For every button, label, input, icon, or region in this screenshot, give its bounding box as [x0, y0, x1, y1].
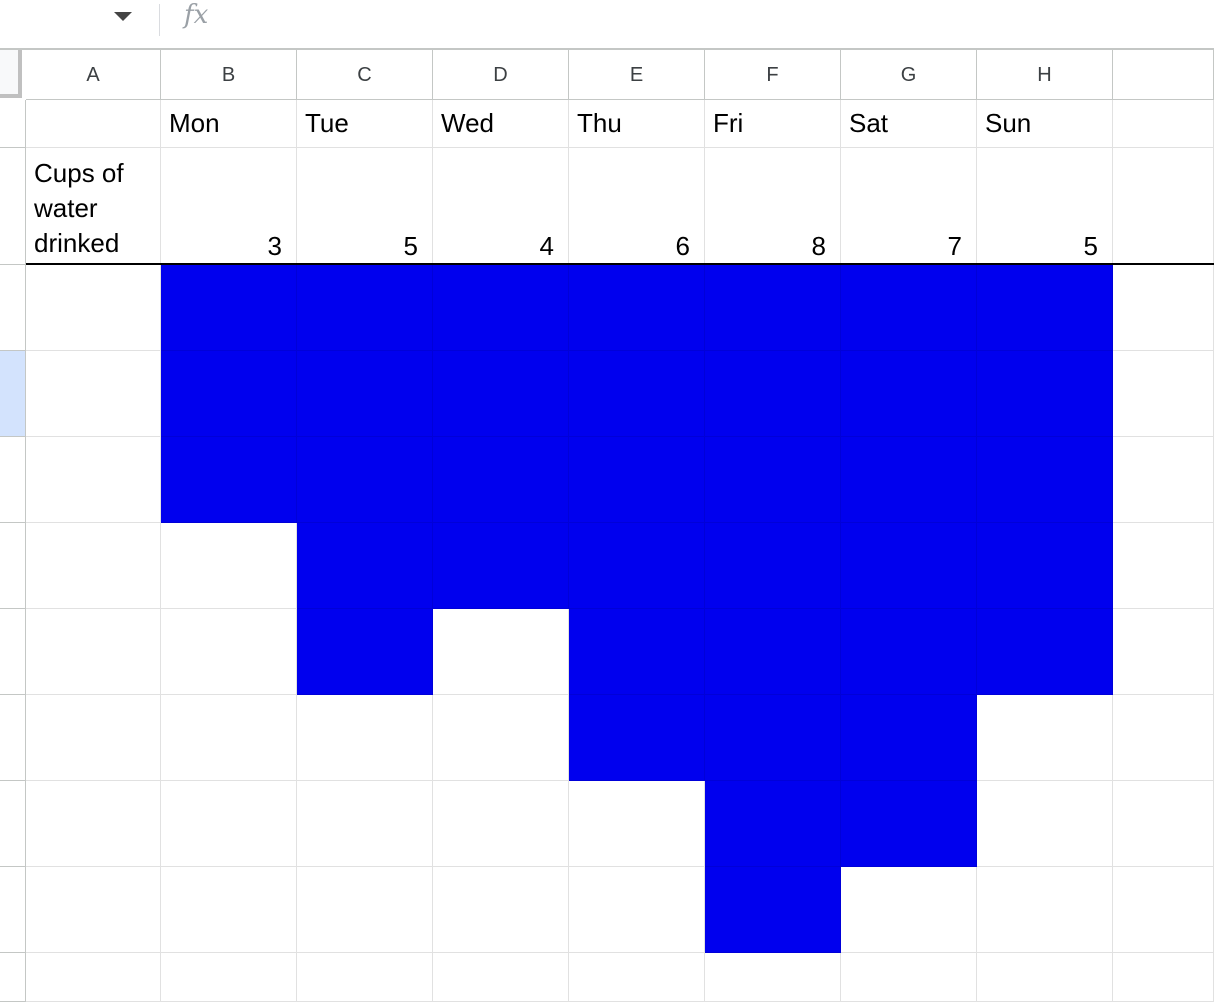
formula-input[interactable] — [230, 4, 1210, 38]
filled-cup-cell[interactable] — [569, 351, 705, 437]
day-header-cell[interactable]: Wed — [433, 100, 569, 148]
column-header-g[interactable]: G — [841, 50, 977, 100]
cups-value-cell[interactable] — [569, 148, 705, 265]
cups-value-cell[interactable] — [705, 148, 841, 265]
filled-cup-cell[interactable] — [977, 265, 1113, 351]
empty-cell[interactable] — [569, 867, 705, 953]
empty-cell[interactable] — [1113, 265, 1214, 351]
cups-value-cell[interactable] — [161, 148, 297, 265]
empty-cell[interactable] — [569, 781, 705, 867]
empty-cell[interactable] — [26, 867, 161, 953]
cups-value: 4 — [539, 231, 554, 261]
empty-cell[interactable] — [1113, 695, 1214, 781]
filled-cup-cell[interactable] — [569, 437, 705, 523]
row-header[interactable] — [0, 351, 26, 437]
filled-cup-cell[interactable] — [841, 437, 977, 523]
empty-cell[interactable] — [26, 265, 161, 351]
filled-cup-cell[interactable] — [841, 695, 977, 781]
empty-cell[interactable] — [161, 523, 297, 609]
filled-cup-cell[interactable] — [297, 437, 433, 523]
cups-value-cell[interactable] — [433, 148, 569, 265]
empty-cell[interactable] — [161, 695, 297, 781]
filled-cup-cell[interactable] — [433, 265, 569, 351]
row-header[interactable] — [0, 523, 26, 609]
filled-cup-cell[interactable] — [705, 523, 841, 609]
filled-cup-cell[interactable] — [433, 351, 569, 437]
empty-cell[interactable] — [1113, 437, 1214, 523]
cups-value: 8 — [811, 231, 826, 261]
filled-cup-cell[interactable] — [161, 351, 297, 437]
filled-cup-cell[interactable] — [569, 523, 705, 609]
empty-cell[interactable] — [161, 867, 297, 953]
filled-cup-cell[interactable] — [977, 437, 1113, 523]
filled-cup-cell[interactable] — [705, 265, 841, 351]
filled-cup-cell[interactable] — [841, 351, 977, 437]
filled-cup-cell[interactable] — [569, 609, 705, 695]
column-header-e[interactable]: E — [569, 50, 705, 100]
filled-cup-cell[interactable] — [297, 265, 433, 351]
filled-cup-cell[interactable] — [297, 351, 433, 437]
day-header-cell[interactable]: Mon — [161, 100, 297, 148]
row-header[interactable] — [0, 437, 26, 523]
empty-cell[interactable] — [1113, 148, 1214, 265]
filled-cup-cell[interactable] — [841, 781, 977, 867]
day-header-cell[interactable]: Tue — [297, 100, 433, 148]
filled-cup-cell[interactable] — [705, 695, 841, 781]
filled-cup-cell[interactable] — [433, 523, 569, 609]
empty-cell[interactable] — [1113, 781, 1214, 867]
row-header[interactable] — [0, 695, 26, 781]
day-header-cell[interactable]: Sun — [977, 100, 1113, 148]
filled-cup-cell[interactable] — [705, 437, 841, 523]
empty-cell[interactable] — [161, 781, 297, 867]
filled-cup-cell[interactable] — [977, 351, 1113, 437]
empty-cell[interactable] — [297, 781, 433, 867]
empty-cell[interactable] — [1113, 523, 1214, 609]
filled-cup-cell[interactable] — [569, 695, 705, 781]
empty-cell[interactable] — [297, 867, 433, 953]
filled-cup-cell[interactable] — [705, 609, 841, 695]
day-header-cell[interactable]: Thu — [569, 100, 705, 148]
column-header-c[interactable]: C — [297, 50, 433, 100]
cups-value: 5 — [403, 231, 418, 261]
empty-cell[interactable] — [26, 781, 161, 867]
empty-cell[interactable] — [1113, 351, 1214, 437]
row-header[interactable] — [0, 781, 26, 867]
empty-cell[interactable] — [297, 953, 433, 1002]
empty-cell[interactable] — [26, 523, 161, 609]
filled-cup-cell[interactable] — [161, 437, 297, 523]
cups-value: 5 — [1083, 231, 1098, 261]
filled-cup-cell[interactable] — [841, 609, 977, 695]
name-box-dropdown-icon[interactable] — [114, 12, 132, 21]
filled-cup-cell[interactable] — [297, 523, 433, 609]
column-header-h[interactable]: H — [977, 50, 1113, 100]
empty-cell[interactable] — [1113, 953, 1214, 1002]
empty-cell[interactable] — [433, 781, 569, 867]
filled-cup-cell[interactable] — [297, 609, 433, 695]
column-header-a[interactable]: A — [26, 50, 161, 100]
day-header-cell[interactable]: Sat — [841, 100, 977, 148]
row-header[interactable] — [0, 100, 26, 148]
row-header[interactable] — [0, 148, 26, 265]
row-header[interactable] — [0, 953, 26, 1002]
day-header-cell[interactable] — [1113, 100, 1214, 148]
select-all-corner[interactable] — [0, 50, 22, 98]
column-header-i[interactable] — [1113, 50, 1214, 100]
fx-icon[interactable]: fx — [184, 0, 209, 30]
empty-cell[interactable] — [841, 867, 977, 953]
empty-cell[interactable] — [841, 953, 977, 1002]
empty-cell[interactable] — [26, 437, 161, 523]
empty-cell[interactable] — [569, 953, 705, 1002]
empty-cell[interactable] — [433, 867, 569, 953]
cups-value: 3 — [267, 231, 282, 261]
empty-cell[interactable] — [1113, 609, 1214, 695]
cell-a1[interactable] — [26, 100, 161, 148]
row-header[interactable] — [0, 609, 26, 695]
empty-cell[interactable] — [977, 781, 1113, 867]
row-header[interactable] — [0, 265, 26, 351]
cups-value-cell[interactable] — [977, 148, 1113, 265]
empty-cell[interactable] — [433, 695, 569, 781]
filled-cup-cell[interactable] — [161, 265, 297, 351]
empty-cell[interactable] — [977, 953, 1113, 1002]
freeze-divider[interactable] — [26, 263, 1214, 265]
row-label-cell[interactable]: Cups of water drinked — [26, 148, 161, 265]
empty-cell[interactable] — [161, 953, 297, 1002]
cups-value: 6 — [675, 231, 690, 261]
cups-value-cell[interactable] — [841, 148, 977, 265]
filled-cup-cell[interactable] — [977, 523, 1113, 609]
filled-cup-cell[interactable] — [705, 867, 841, 953]
column-header-f[interactable]: F — [705, 50, 841, 100]
filled-cup-cell[interactable] — [977, 609, 1113, 695]
empty-cell[interactable] — [433, 609, 569, 695]
empty-cell[interactable] — [297, 695, 433, 781]
column-header-b[interactable]: B — [161, 50, 297, 100]
formula-bar-divider — [159, 4, 160, 36]
column-header-d[interactable]: D — [433, 50, 569, 100]
filled-cup-cell[interactable] — [705, 351, 841, 437]
empty-cell[interactable] — [26, 953, 161, 1002]
empty-cell[interactable] — [705, 953, 841, 1002]
empty-cell[interactable] — [1113, 867, 1214, 953]
filled-cup-cell[interactable] — [841, 523, 977, 609]
formula-bar — [0, 0, 1214, 48]
filled-cup-cell[interactable] — [841, 265, 977, 351]
filled-cup-cell[interactable] — [705, 781, 841, 867]
empty-cell[interactable] — [977, 695, 1113, 781]
filled-cup-cell[interactable] — [569, 265, 705, 351]
filled-cup-cell[interactable] — [433, 437, 569, 523]
cups-value: 7 — [947, 231, 962, 261]
day-header-cell[interactable]: Fri — [705, 100, 841, 148]
empty-cell[interactable] — [26, 351, 161, 437]
row-header[interactable] — [0, 867, 26, 953]
empty-cell[interactable] — [26, 695, 161, 781]
cups-value-cell[interactable] — [297, 148, 433, 265]
empty-cell[interactable] — [433, 953, 569, 1002]
empty-cell[interactable] — [26, 609, 161, 695]
empty-cell[interactable] — [161, 609, 297, 695]
empty-cell[interactable] — [977, 867, 1113, 953]
